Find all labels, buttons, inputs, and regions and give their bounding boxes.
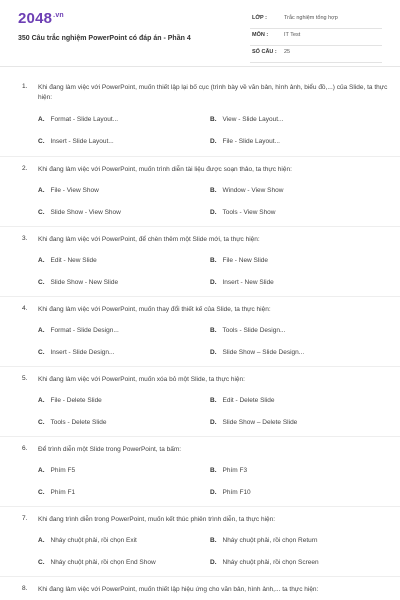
question-item — [0, 372, 400, 442]
answer-option[interactable]: C. Phím F1 — [38, 489, 76, 496]
question-text: Khi đang làm việc với PowerPoint, muốn thay đổi thiết kế của Slide, ta thực hiện: — [38, 306, 271, 313]
question-text: Khi đang làm việc với PowerPoint, muốn xóa bỏ một Slide, ta thực hiện: — [38, 376, 245, 383]
answer-option[interactable]: D. Nháy chuột phải, rồi chọn Screen — [210, 559, 319, 566]
question-list — [0, 80, 400, 600]
answer-option[interactable]: D. File - Slide Layout... — [210, 138, 280, 145]
document-title: 350 Câu trắc nghiệm PowerPoint có đáp án - Phần 4 — [18, 35, 191, 42]
answer-option[interactable]: C. Insert - Slide Design... — [38, 349, 115, 356]
answer-option[interactable]: C. Nháy chuột phải, rồi chọn End Show — [38, 559, 156, 566]
answer-option[interactable]: B. Nháy chuột phải, rồi chọn Return — [210, 537, 318, 544]
question-text: Khi đang làm việc với PowerPoint, để chèn thêm một Slide mới, ta thực hiện: — [38, 236, 260, 243]
question-text: Khi đang làm việc với PowerPoint, muốn trình diễn tài liệu được soạn thảo, ta thực hiện: — [38, 166, 292, 173]
answer-option[interactable]: B. Phím F3 — [210, 467, 248, 474]
question-divider — [0, 296, 400, 297]
question-item — [0, 162, 400, 232]
document-meta — [250, 12, 382, 63]
question-number: 1. — [22, 83, 28, 90]
document-header — [0, 0, 400, 64]
question-number: 8. — [22, 585, 28, 592]
answer-option[interactable]: D. Insert - New Slide — [210, 279, 274, 286]
answer-option[interactable]: C. Slide Show - New Slide — [38, 279, 119, 286]
meta-label: SỐ CÂU : — [252, 49, 277, 55]
question-item — [0, 232, 400, 302]
meta-row-class — [250, 12, 382, 29]
answer-option[interactable]: B. Edit - Delete Slide — [210, 397, 275, 404]
meta-value: Trắc nghiệm tổng hợp — [284, 15, 338, 21]
answer-option[interactable]: C. Slide Show - View Show — [38, 209, 121, 216]
answer-option[interactable]: B. Tools - Slide Design... — [210, 327, 286, 334]
answer-option[interactable]: C. Tools - Delete Slide — [38, 419, 107, 426]
meta-row-count — [250, 46, 382, 63]
question-divider — [0, 436, 400, 437]
header-divider — [0, 66, 400, 67]
question-text: Để trình diễn một Slide trong PowerPoint, ta bấm: — [38, 446, 182, 453]
question-divider — [0, 506, 400, 507]
question-number: 2. — [22, 165, 28, 172]
question-text: Khi đang làm việc với PowerPoint, muốn thiết lập lại bố cục (trình bày về văn bản, hình ảnh, biểu đồ,...) của Slide, ta thực hiện: — [38, 84, 388, 101]
meta-label: LỚP : — [252, 15, 267, 21]
answer-option[interactable]: A. Phím F5 — [38, 467, 76, 474]
answer-option[interactable]: B. Window - View Show — [210, 187, 284, 194]
question-number: 5. — [22, 375, 28, 382]
question-number: 3. — [22, 235, 28, 242]
meta-label: MÔN : — [252, 32, 269, 38]
answer-option[interactable]: A. Edit - New Slide — [38, 257, 97, 264]
answer-option[interactable]: A. Format - Slide Design... — [38, 327, 119, 334]
question-item — [0, 442, 400, 512]
answer-option[interactable]: B. File - New Slide — [210, 257, 269, 264]
question-divider — [0, 226, 400, 227]
question-item — [0, 582, 400, 600]
meta-value: 25 — [284, 49, 291, 55]
question-divider — [0, 576, 400, 577]
question-number: 4. — [22, 305, 28, 312]
site-logo[interactable]: $2048^{.vn}$ — [18, 10, 64, 27]
answer-option[interactable]: A. File - View Show — [38, 187, 99, 194]
answer-option[interactable]: A. Nháy chuột phải, rồi chọn Exit — [38, 537, 137, 544]
question-item — [0, 80, 400, 162]
question-item — [0, 302, 400, 372]
meta-value: IT Test — [284, 32, 301, 38]
answer-option[interactable]: A. Format - Slide Layout... — [38, 116, 119, 123]
answer-option[interactable]: D. Slide Show – Slide Design... — [210, 349, 305, 356]
question-divider — [0, 156, 400, 157]
question-text: Khi đang làm việc với PowerPoint, muốn thiết lập hiệu ứng cho văn bản, hình ảnh,... ta thực hiện: — [38, 586, 319, 593]
question-item — [0, 512, 400, 582]
answer-option[interactable]: C. Insert - Slide Layout... — [38, 138, 114, 145]
answer-option[interactable]: D. Slide Show – Delete Slide — [210, 419, 298, 426]
question-number: 7. — [22, 515, 28, 522]
answer-option[interactable]: B. View - Slide Layout... — [210, 116, 284, 123]
answer-option[interactable]: D. Tools - View Show — [210, 209, 276, 216]
answer-option[interactable]: D. Phím F10 — [210, 489, 251, 496]
question-number: 6. — [22, 445, 28, 452]
question-text: Khi đang trình diễn trong PowerPoint, muốn kết thúc phiên trình diễn, ta thực hiện: — [38, 516, 276, 523]
answer-option[interactable]: A. File - Delete Slide — [38, 397, 102, 404]
meta-row-subject — [250, 29, 382, 46]
question-divider — [0, 366, 400, 367]
